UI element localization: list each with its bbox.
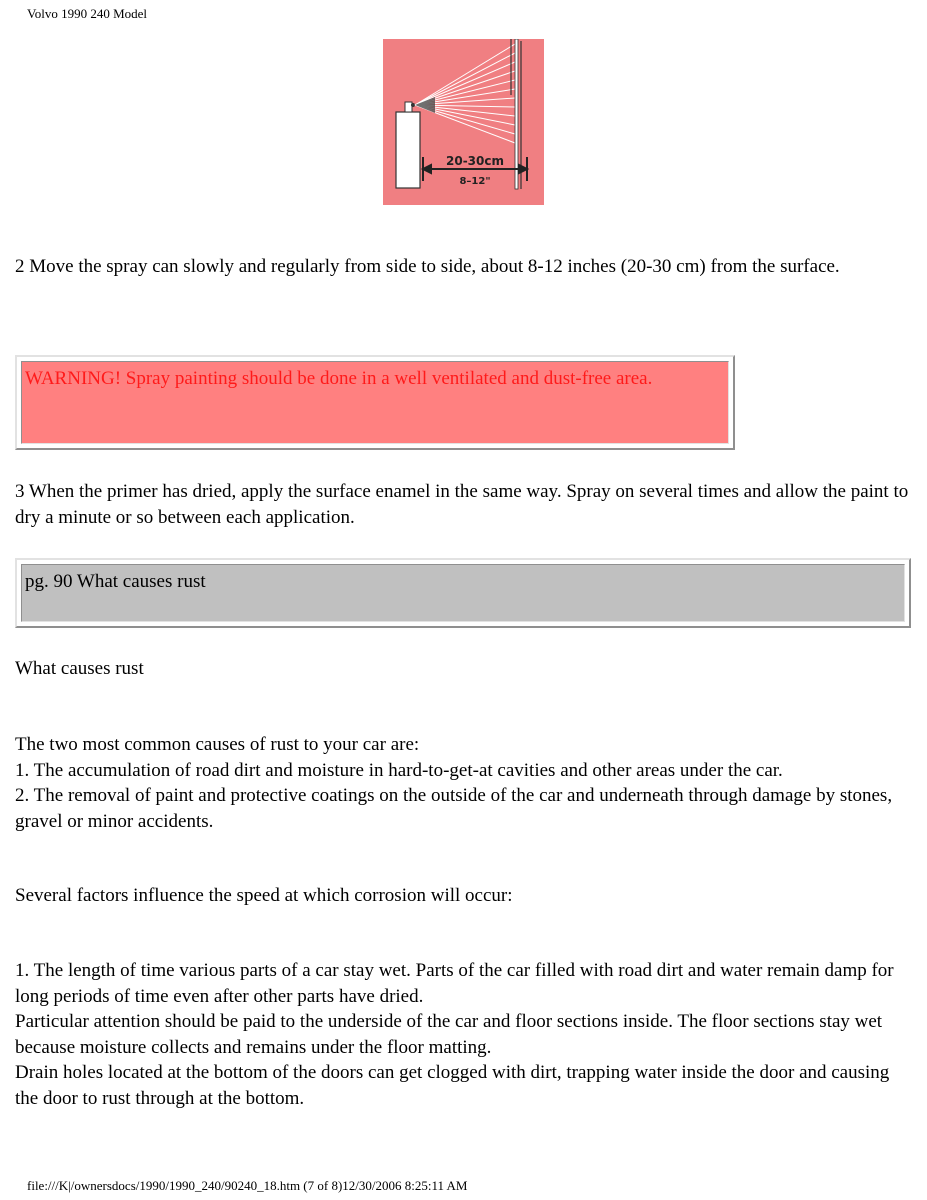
- warning-text: WARNING! Spray painting should be done in a well ventilated and dust-free area.: [21, 361, 729, 444]
- spray-distance-illustration: [383, 39, 544, 205]
- factor-1-block: [15, 958, 910, 1111]
- spray-can-icon: [396, 102, 420, 188]
- distance-label-inches: 8–12": [459, 176, 491, 187]
- factors-intro: Several factors influence the speed at which corrosion will occur:: [15, 885, 513, 906]
- underside-paragraph: Particular attention should be paid to the underside of the car and floor sections inside. The floor sections stay wet because moisture collects and remains under the floor matting.: [15, 1011, 883, 1058]
- step-2-text: 2 Move the spray can slowly and regularly from side to side, about 8-12 inches (20-30 cm) from the surface.: [15, 256, 840, 277]
- factor-1-paragraph: 1. The length of time various parts of a car stay wet. Parts of the car filled with road dirt and water remain damp for long periods of time even after other parts have dried.: [15, 960, 894, 1007]
- drain-holes-paragraph: Drain holes located at the bottom of the doors can get clogged with dirt, trapping water inside the door and causing the door to rust through at the bottom.: [15, 1062, 890, 1109]
- section-heading: What causes rust: [15, 658, 144, 679]
- page-header-title: Volvo 1990 240 Model: [27, 6, 148, 21]
- rust-cause-2: 2. The removal of paint and protective coatings on the outside of the car and underneath through damage by stones, gravel or minor accidents.: [15, 785, 893, 832]
- rust-causes-intro: The two most common causes of rust to your car are:: [15, 734, 420, 755]
- step-3-text: 3 When the primer has dried, apply the surface enamel in the same way. Spray on several times and allow the paint to dry a minute or so between each application.: [15, 481, 909, 528]
- section-title-text: pg. 90 What causes rust: [21, 564, 905, 622]
- page-footer-path: file:///K|/ownersdocs/1990/1990_240/90240_18.htm (7 of 8)12/30/2006 8:25:11 AM: [27, 1178, 468, 1193]
- spray-lines: [415, 44, 515, 143]
- warning-box: [15, 355, 735, 450]
- rust-cause-1: 1. The accumulation of road dirt and moisture in hard-to-get-at cavities and other areas under the car.: [15, 759, 783, 781]
- distance-label-cm: 20-30cm: [446, 154, 504, 168]
- section-title-box: [15, 558, 911, 628]
- rust-causes-list: [15, 732, 910, 834]
